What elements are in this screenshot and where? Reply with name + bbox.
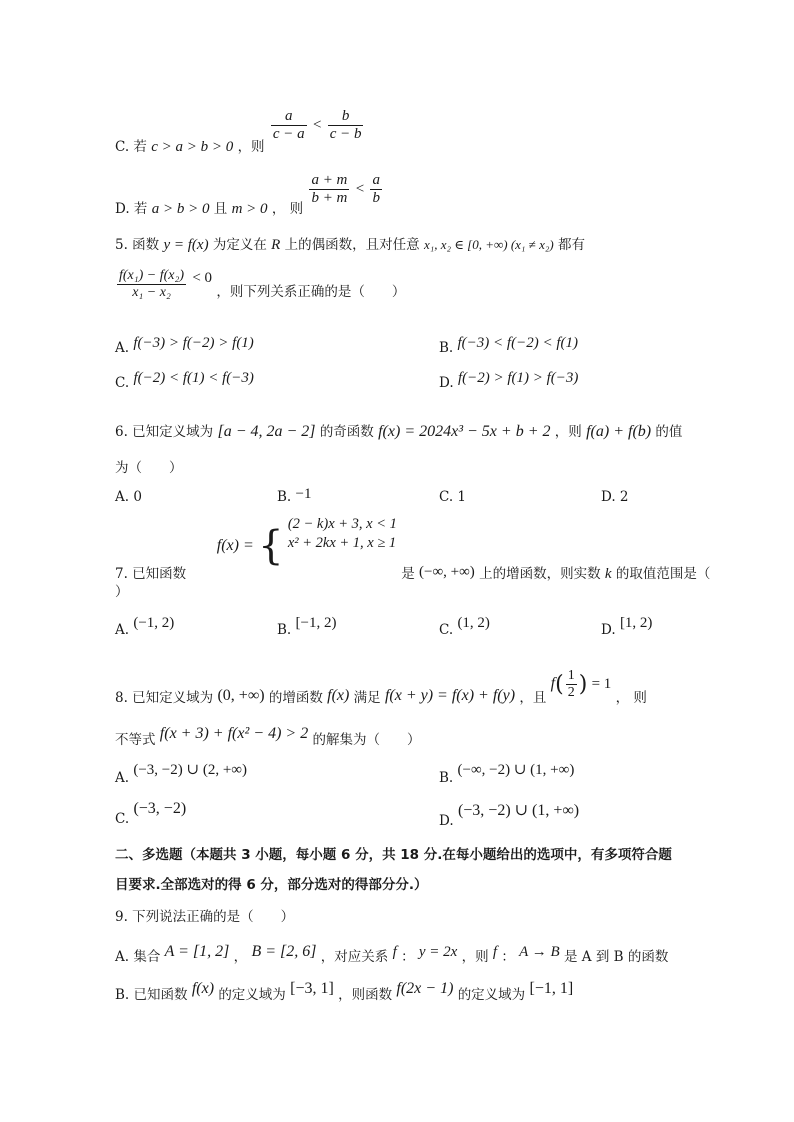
option-expression: f(−3) < f(−2) < f(1) — [457, 335, 578, 351]
option-b-text: 的定义域为 — [218, 987, 286, 1003]
set-b: B = [2, 6] — [251, 943, 317, 960]
option-d-fraction-right — [370, 172, 382, 207]
question-8-stem — [115, 662, 647, 706]
question-8-text: 不等式 — [115, 732, 156, 748]
question-5-condition — [115, 268, 405, 301]
question-8-option-b[interactable] — [439, 760, 575, 786]
option-d-fraction-left — [309, 172, 349, 207]
question-8-text: 的解集为（ ） — [312, 732, 421, 748]
question-7-number: 7. 已知函数 — [115, 565, 187, 582]
question-8-inequality-expression: f(x + 3) + f(x² − 4) > 2 — [159, 725, 309, 742]
question-7-option-c[interactable] — [439, 615, 490, 638]
question-5-text: 为定义在 — [212, 237, 267, 253]
mapping-arrow: A → B — [519, 944, 560, 960]
option-expression: (−1, 2) — [133, 615, 175, 631]
question-5-option-b[interactable] — [439, 335, 578, 356]
option-d-condition-2: m > 0 — [231, 201, 268, 217]
question-6-option-a[interactable] — [115, 489, 142, 505]
fraction-denominator: 2 — [567, 685, 575, 700]
question-7-text: ） — [115, 584, 129, 600]
domain-interval: [−3, 1] — [290, 980, 334, 997]
option-a-text: ，对应关系 — [320, 949, 389, 965]
option-a-text: A. 集合 — [115, 949, 161, 965]
option-label: D. — [601, 622, 616, 638]
question-8-number: 8. 已知定义域为 — [115, 690, 214, 706]
section-2-header-line-1: 二、多选题（本题共 3 小题，每小题 6 分，共 18 分.在每小题给出的选项中，有多项符合题 — [115, 847, 672, 863]
less-than-sign: < — [355, 181, 365, 197]
question-8-condition-f: f — [550, 675, 556, 692]
question-9-option-b[interactable] — [115, 977, 574, 1003]
option-label: C. — [115, 811, 130, 827]
option-expression: [1, 2) — [619, 615, 653, 631]
option-d-label: D. 若 — [115, 201, 148, 217]
fraction-denominator: b + m — [311, 190, 348, 206]
variable-k: k — [604, 565, 612, 582]
question-8-condition-value: = 1 — [591, 676, 612, 692]
real-set-symbol: R — [271, 237, 281, 253]
question-5-stem — [115, 233, 585, 254]
question-7-prompt-end — [115, 580, 129, 600]
question-6-text: 为（ ） — [115, 460, 183, 476]
mapping-f: f — [392, 944, 397, 960]
section-2-header-line-2: 目要求.全部选对的得 6 分，部分选对的得部分分.） — [115, 877, 428, 893]
less-than-sign: < — [312, 117, 322, 133]
question-7-text: 的取值范围是（ — [615, 565, 711, 582]
option-d-and: 且 — [213, 201, 228, 217]
question-7-function-name: f(x) = — [216, 536, 254, 554]
set-a: A = [1, 2] — [164, 943, 230, 960]
question-6-option-b[interactable] — [277, 486, 311, 503]
option-label: B. — [277, 489, 292, 505]
option-b-text: ，则函数 — [338, 987, 393, 1003]
option-label: D. — [439, 813, 454, 829]
option-label: C. — [439, 622, 454, 638]
left-paren: ( — [555, 672, 564, 697]
option-b-text: B. 已知函数 — [115, 987, 188, 1003]
question-5-option-c[interactable] — [115, 370, 254, 391]
option-c-fraction-right — [328, 108, 364, 143]
question-5-function: y = f(x) — [163, 237, 209, 253]
question-6-domain: [a − 4, 2a − 2] — [217, 423, 316, 440]
option-a-text: ： — [401, 949, 415, 965]
option-label: B. — [439, 340, 454, 356]
option-c-label: C. 若 — [115, 139, 147, 155]
fraction-denominator: c − b — [329, 126, 362, 142]
question-7-option-b[interactable] — [277, 615, 337, 638]
fraction-denominator: c − a — [272, 126, 305, 142]
question-6-option-d[interactable] — [601, 489, 629, 505]
question-7-option-d[interactable] — [601, 615, 653, 638]
question-5-option-d[interactable] — [439, 370, 579, 391]
option-c-then: ，则 — [237, 139, 265, 155]
question-5-number: 5. 函数 — [115, 237, 160, 253]
option-label: A. 0 — [115, 489, 142, 505]
domain-interval: [−1, 1] — [529, 980, 574, 997]
question-8-equation: f(x + y) = f(x) + f(y) — [384, 687, 516, 704]
option-c-condition: c > a > b > 0 — [151, 139, 234, 155]
option-expression: (−3, −2) — [133, 800, 187, 817]
fraction-numerator: a + m — [311, 172, 348, 188]
question-7-text: 是 — [401, 565, 415, 582]
option-label: A. — [115, 770, 130, 786]
function-f-2x-minus-1: f(2x − 1) — [396, 980, 454, 997]
option-d-then: ， 则 — [271, 201, 304, 217]
option-d-condition-1: a > b > 0 — [151, 201, 210, 217]
option-c-row — [115, 108, 365, 155]
question-6-text: 的奇函数 — [319, 424, 374, 440]
fraction-numerator: a — [285, 108, 293, 124]
question-8-inequality — [115, 722, 421, 748]
question-5-domain: x₁, x₂ ∈ [0, +∞) (x₁ ≠ x₂) — [423, 237, 554, 252]
option-expression: (1, 2) — [457, 615, 490, 631]
question-5-prompt: ，则下列关系正确的是（ ） — [216, 284, 406, 300]
question-9-option-a[interactable] — [115, 940, 669, 965]
question-6-sum: f(a) + f(b) — [586, 423, 652, 440]
question-7-stem — [115, 516, 711, 582]
question-5-text: 都有 — [558, 237, 585, 253]
question-8-function: f(x) — [327, 687, 350, 704]
question-9-stem: 9. 下列说法正确的是（ ） — [115, 909, 295, 925]
question-6-text: ，则 — [554, 424, 582, 440]
option-expression: f(−3) > f(−2) > f(1) — [133, 335, 254, 351]
piecewise-cases — [288, 516, 397, 552]
question-6-prompt — [115, 456, 183, 476]
less-than-zero: < 0 — [192, 270, 213, 286]
fraction-numerator: f(x₁) − f(x₂) — [119, 268, 185, 283]
question-8-option-a[interactable] — [115, 760, 247, 786]
option-label: C. 1 — [439, 489, 467, 505]
fraction-numerator: 1 — [567, 668, 575, 683]
option-expression: f(−2) < f(1) < f(−3) — [133, 370, 254, 386]
option-a-text: ： — [501, 949, 515, 965]
option-a-text: ， — [233, 949, 248, 965]
fraction-numerator: b — [341, 108, 350, 124]
question-7-text: 上的增函数，则实数 — [479, 565, 601, 582]
fraction-denominator: x₁ − x₂ — [117, 284, 186, 301]
question-8-domain: (0, +∞) — [217, 687, 265, 704]
option-label: D. — [439, 375, 454, 391]
option-a-text: ，则 — [461, 949, 489, 965]
option-expression: [−1, 2) — [295, 615, 337, 631]
question-6-stem — [115, 420, 682, 441]
piecewise-case-2: x² + 2kx + 1, x ≥ 1 — [287, 535, 397, 551]
question-6-option-c[interactable] — [439, 489, 466, 505]
option-label: A. — [115, 622, 130, 638]
mapping-rule: y = 2x — [418, 944, 458, 960]
option-a-text: 是 A 到 B 的函数 — [564, 949, 669, 965]
question-6-text: 的值 — [655, 424, 683, 440]
question-8-half-fraction — [566, 668, 577, 701]
question-5-fraction — [117, 268, 186, 301]
fraction-numerator: a — [372, 172, 380, 188]
option-label: B. — [439, 770, 454, 786]
option-label: D. 2 — [601, 489, 629, 505]
mapping-f: f — [492, 944, 498, 960]
question-6-number: 6. 已知定义域为 — [115, 424, 214, 440]
question-7-interval: (−∞, +∞) — [418, 563, 475, 580]
option-expression: f(−2) > f(1) > f(−3) — [457, 370, 579, 386]
question-8-option-c[interactable] — [115, 800, 187, 827]
option-expression: −1 — [295, 486, 312, 502]
option-expression: (−3, −2) ∪ (1, +∞) — [457, 802, 580, 819]
question-5-option-a[interactable] — [115, 335, 254, 356]
option-d-row — [115, 172, 384, 217]
function-f-x: f(x) — [191, 980, 215, 997]
option-label: A. — [115, 340, 130, 356]
option-b-text: 的定义域为 — [457, 987, 526, 1003]
question-6-function: f(x) = 2024x³ − 5x + b + 2 — [378, 423, 551, 440]
question-8-text: ， 则 — [615, 690, 647, 706]
question-8-text: 满足 — [353, 690, 381, 706]
option-label: B. — [277, 622, 292, 638]
option-label: C. — [115, 375, 130, 391]
left-brace: { — [258, 523, 284, 569]
question-8-option-d[interactable] — [439, 800, 580, 829]
option-expression: (−∞, −2) ∪ (1, +∞) — [457, 762, 575, 778]
piecewise-case-1: (2 − k)x + 3, x < 1 — [287, 516, 397, 532]
option-c-fraction-left — [271, 108, 307, 143]
question-8-text: ，且 — [519, 690, 547, 706]
question-5-text: 上的偶函数，且对任意 — [284, 237, 420, 253]
question-7-option-a[interactable] — [115, 615, 175, 638]
fraction-denominator: b — [372, 190, 380, 206]
option-expression: (−3, −2) ∪ (2, +∞) — [133, 762, 247, 778]
question-8-text: 的增函数 — [268, 690, 323, 706]
right-paren: ) — [578, 672, 588, 697]
